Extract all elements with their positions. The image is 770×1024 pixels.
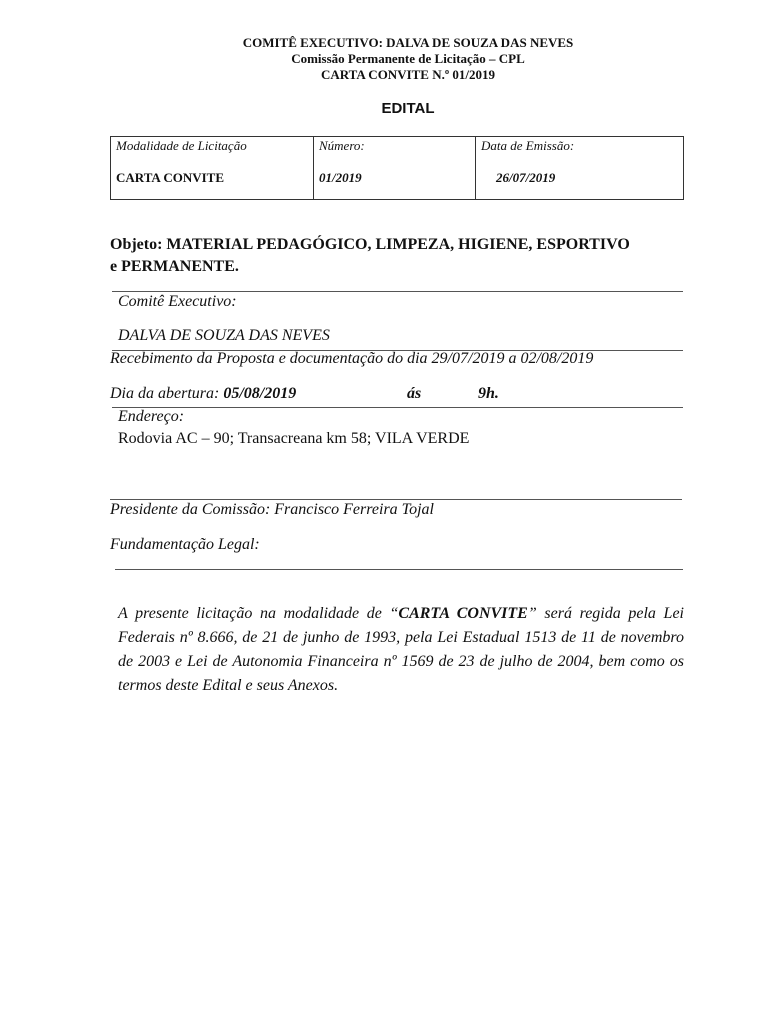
modalidade-value: CARTA CONVITE <box>116 170 225 185</box>
numero-cell <box>314 137 476 200</box>
abertura-row <box>110 385 296 403</box>
endereco-value: Rodovia AC – 90; Transacreana km 58; VILA VERDE <box>118 430 470 447</box>
fundamentacao-label: Fundamentação Legal: <box>110 536 260 553</box>
abertura-label: Dia da abertura: <box>110 385 220 402</box>
objeto-line-2: e PERMANENTE. <box>110 258 239 275</box>
divider-line <box>115 569 683 570</box>
numero-label: Número: <box>319 138 365 153</box>
presidente-text: Presidente da Comissão: Francisco Ferreira Tojal <box>110 501 434 518</box>
edital-title: EDITAL <box>381 100 435 117</box>
numero-value: 01/2019 <box>319 170 362 185</box>
objeto-section <box>110 234 710 278</box>
header-committee: COMITÊ EXECUTIVO: DALVA DE SOUZA DAS NEVES <box>242 35 574 50</box>
abertura-as: ás <box>407 385 422 402</box>
info-table <box>110 136 684 200</box>
legal-paragraph <box>118 602 684 698</box>
endereco-label: Endereço: <box>118 408 185 425</box>
data-emissao-cell <box>476 137 684 200</box>
paragraph-part-2: ” será regida pela Lei Federais nº 8.666, de 21 de junho de 1993, pela Lei Estadual 1513 de 11 de novembro de 2003 e Lei de Autonomia Financeira nº 1569 de 23 de julho de 2004, bem como os termos deste Edital e seus Anexos. <box>118 605 685 694</box>
objeto-line-1: Objeto: MATERIAL PEDAGÓGICO, LIMPEZA, HIGIENE, ESPORTIVO <box>110 236 630 253</box>
paragraph-bold: CARTA CONVITE <box>398 605 528 622</box>
divider-line <box>110 499 682 500</box>
paragraph-part-1: A presente licitação na modalidade de “ <box>118 605 399 622</box>
divider-line <box>112 291 683 292</box>
divider-line <box>112 407 683 408</box>
abertura-date: 05/08/2019 <box>223 385 297 402</box>
data-emissao-label: Data de Emissão: <box>481 138 575 153</box>
modalidade-label: Modalidade de Licitação <box>116 138 247 153</box>
header-commission: Comissão Permanente de Licitação – CPL <box>291 51 525 66</box>
abertura-hour: 9h. <box>478 385 499 402</box>
modalidade-cell <box>111 137 314 200</box>
comite-label: Comitê Executivo: <box>118 293 237 310</box>
recebimento-text: Recebimento da Proposta e documentação do dia 29/07/2019 a 02/08/2019 <box>110 350 594 367</box>
data-emissao-value: 26/07/2019 <box>496 170 556 185</box>
header-carta-convite: CARTA CONVITE N.º 01/2019 <box>320 67 496 82</box>
comite-value: DALVA DE SOUZA DAS NEVES <box>118 327 330 344</box>
